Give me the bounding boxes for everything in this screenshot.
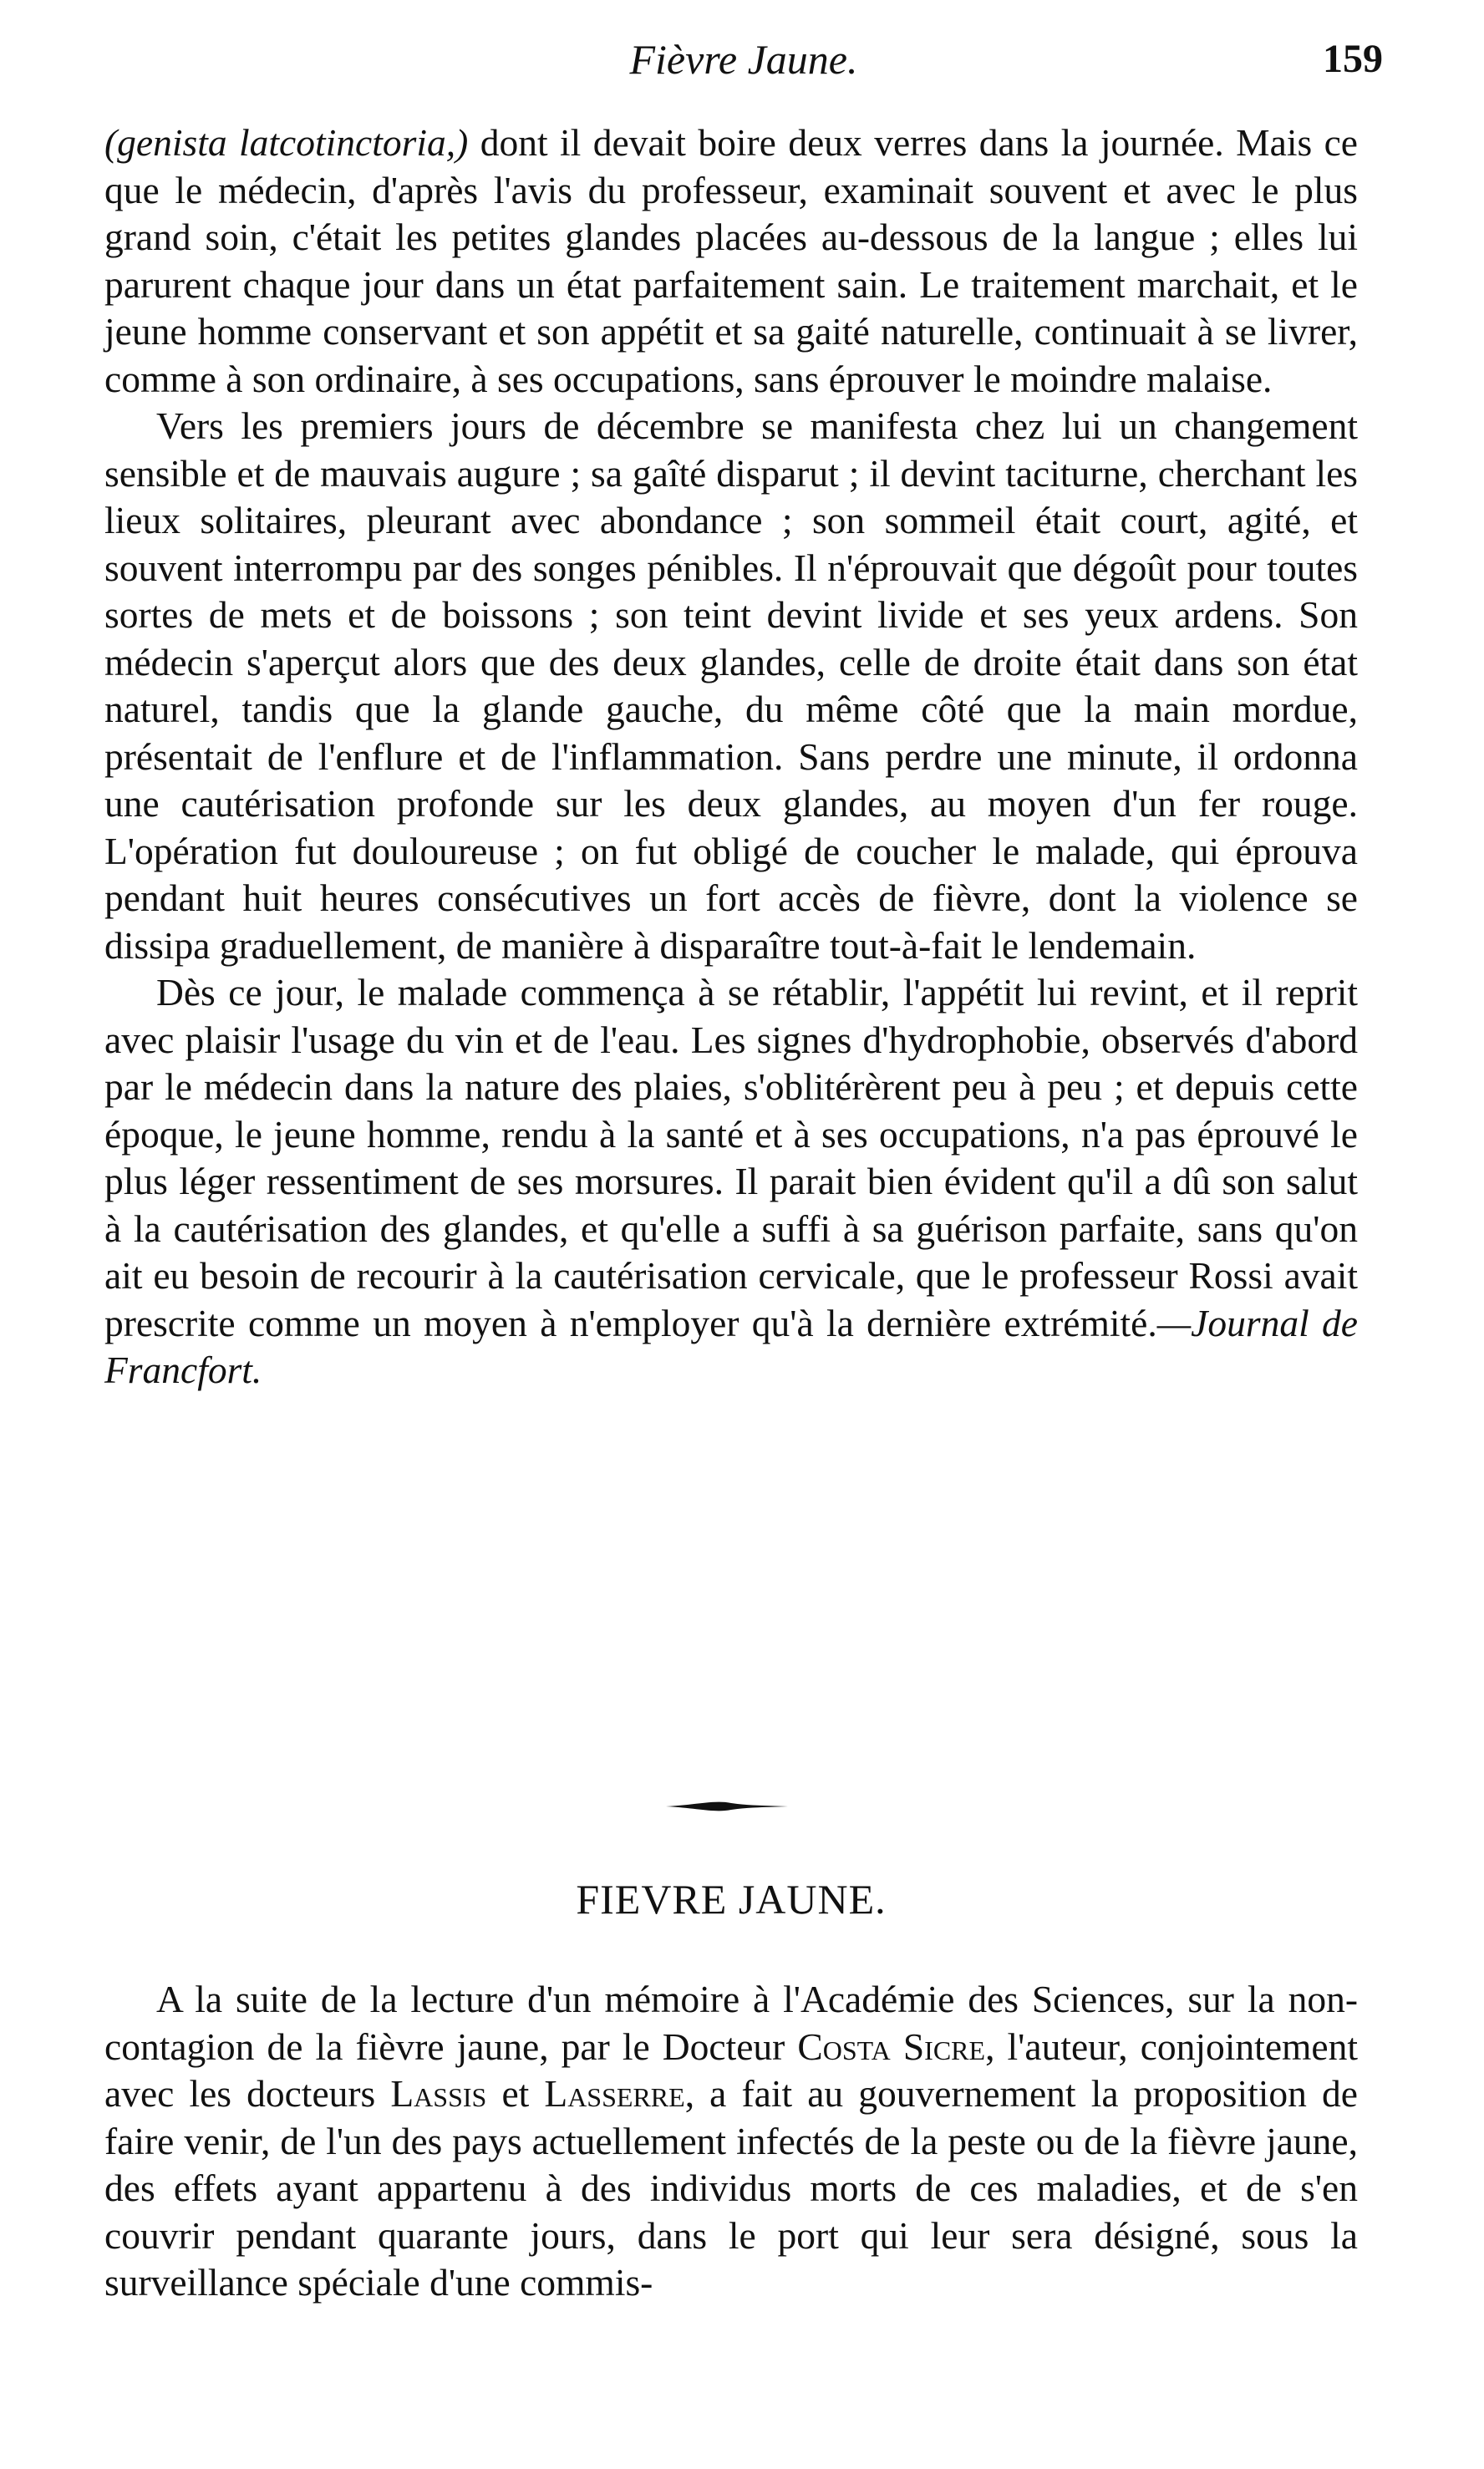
author-name: Lassis <box>390 2072 487 2115</box>
section-paragraph <box>104 1976 1358 2307</box>
page-number: 159 <box>1323 37 1383 81</box>
section-divider-ornament <box>664 1796 790 1816</box>
section-text-part: , l'auteur, conjointement avec les docteurs <box>104 2024 1358 2115</box>
paragraph-3-text: Dès ce jour, le malade commença à se rétablir, l'appétit lui revint, et il reprit avec plaisir l'usage du vin et de l'eau. Les signes d'hydrophobie, observés d'abord par le médecin dans la nature des plaies, s'oblitérèrent peu à peu ; et depuis cette époque, le jeune homme, rendu à la santé et à ses occupations, n'a pas éprouvé le plus léger ressentiment de ses morsures. Il parait bien évident qu'il a dû son salut à la cautérisation des glandes, et qu'elle a suffi à sa guérison parfaite, sans qu'on ait eu besoin de recourir à la cautérisation cervicale, que le professeur Rossi avait prescrite comme un moyen à n'employer qu'à la dernière extrémité. <box>104 971 1358 1344</box>
source-citation: —Journal de Francfort. <box>104 1301 1358 1391</box>
running-head <box>104 30 1383 89</box>
author-name: Lasserre <box>544 2072 685 2115</box>
author-name: Costa Sicre <box>797 2024 986 2068</box>
section-text-part: A la suite de la lecture d'un mémoire à l'Académie des Sciences, sur la non-contagion de la fièvre jaune, par le Docteur <box>104 1978 1358 2068</box>
section-text-part: , a fait au gouvernement la proposition de faire venir, de l'un des pays actuellement infectés de la peste ou de la fièvre jaune, des effets ayant appartenu à des individus morts de ces maladies, et de s'en couvrir pendant quarante jours, dans le port qui leur sera désigné, sous la surveillance spéciale d'une commis- <box>104 2072 1358 2304</box>
section-body <box>104 1976 1358 2307</box>
paragraph-2: Vers les premiers jours de décembre se manifesta chez lui un changement sensible et de mauvais augure ; sa gaîté disparut ; il devint taciturne, cherchant les lieux solitaires, pleurant avec abondance ; son sommeil était court, agité, et souvent interrompu par des songes pénibles. Il n'éprouvait que dégoût pour toutes sortes de mets et de boissons ; son teint devint livide et ses yeux ardens. Son médecin s'aperçut alors que des deux glandes, celle de droite était dans son état naturel, tandis que la glande gauche, du même côté que la main mordue, présentait de l'enflure et de l'inflammation. Sans perdre une minute, il ordonna une cautérisation profonde sur les deux glandes, au moyen d'un fer rouge. L'opération fut douloureuse ; on fut obligé de coucher le malade, qui éprouva pendant huit heures consécutives un fort accès de fièvre, dont la violence se dissipa graduellement, de manière à disparaître tout-à-fait le lendemain. <box>104 404 1358 967</box>
article-body <box>104 119 1358 1395</box>
running-title: Fièvre Jaune. <box>629 36 858 83</box>
paragraph-1-text: dont il devait boire deux verres dans la journée. Mais ce que le médecin, d'après l'avis du professeur, examinait souvent et avec le plus grand soin, c'était les petites glandes placées au-dessous de la langue ; elles lui parurent chaque jour dans un état parfaitement sain. Le traitement marchait, et le jeune homme conservant et son appétit et sa gaité naturelle, continuait à se livrer, comme à son ordinaire, à ses occupations, sans éprouver le moindre malaise. <box>104 121 1359 400</box>
section-heading: FIEVRE JAUNE. <box>576 1876 887 1923</box>
paragraph-1 <box>104 119 1358 403</box>
section-text-part: et <box>486 2072 545 2115</box>
paragraph-3 <box>104 969 1358 1395</box>
plant-name: (genista latcotinctoria,) <box>104 121 469 164</box>
